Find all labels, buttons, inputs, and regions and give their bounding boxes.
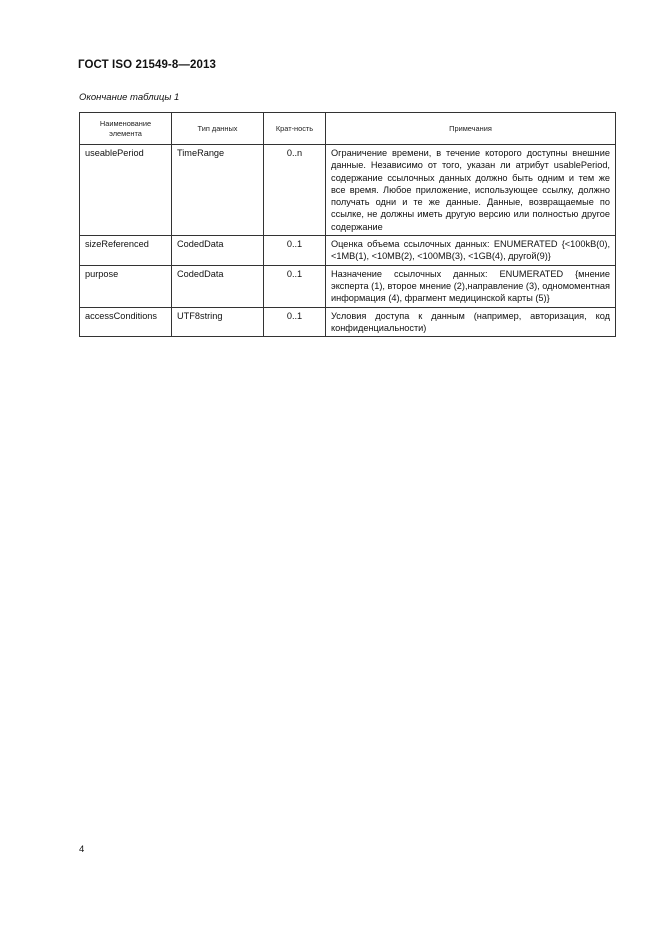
column-header-element-name: Наименование элемента <box>80 113 172 145</box>
cell-data-type: TimeRange <box>172 145 264 236</box>
column-header-notes: Примечания <box>326 113 616 145</box>
table-caption: Окончание таблицы 1 <box>79 92 180 103</box>
cell-multiplicity: 0..1 <box>264 236 326 266</box>
column-header-multiplicity: Крат-ность <box>264 113 326 145</box>
cell-element-name: purpose <box>80 265 172 307</box>
page-number: 4 <box>79 844 85 855</box>
cell-notes: Оценка объема ссылочных данных: ENUMERATED {<100kB(0), <1MB(1), <10MB(2), <100MB(3), <1GB(4), другой(9)} <box>326 236 616 266</box>
column-header-data-type: Тип данных <box>172 113 264 145</box>
cell-notes: Ограничение времени, в течение которого доступны внешние данные. Независимо от того, указан ли атрибут usablePeriod, содержание ссылочных данных должно быть одним и тем же все время. Любое приложение, использующее ссылку, должно получать одни и те же данные. Данные, возвращаемые по ссылке, не должны иметь другую версию или полностью другое содержание <box>326 145 616 236</box>
document-header: ГОСТ ISO 21549-8—2013 <box>78 59 216 71</box>
attributes-table <box>79 112 616 337</box>
cell-data-type: CodedData <box>172 236 264 266</box>
cell-notes: Назначение ссылочных данных: ENUMERATED {мнение эксперта (1), второе мнение (2),направление (3), одномоментная информация (4), фрагмент медицинской карты (5)} <box>326 265 616 307</box>
table-row <box>80 236 616 266</box>
cell-data-type: UTF8string <box>172 307 264 337</box>
table-row <box>80 265 616 307</box>
table-header-row <box>80 113 616 145</box>
table-row <box>80 307 616 337</box>
cell-multiplicity: 0..1 <box>264 265 326 307</box>
cell-notes: Условия доступа к данным (например, авторизация, код конфиденциальности) <box>326 307 616 337</box>
cell-element-name: useablePeriod <box>80 145 172 236</box>
cell-data-type: CodedData <box>172 265 264 307</box>
cell-element-name: accessConditions <box>80 307 172 337</box>
cell-multiplicity: 0..n <box>264 145 326 236</box>
cell-element-name: sizeReferenced <box>80 236 172 266</box>
table-row <box>80 145 616 236</box>
cell-multiplicity: 0..1 <box>264 307 326 337</box>
